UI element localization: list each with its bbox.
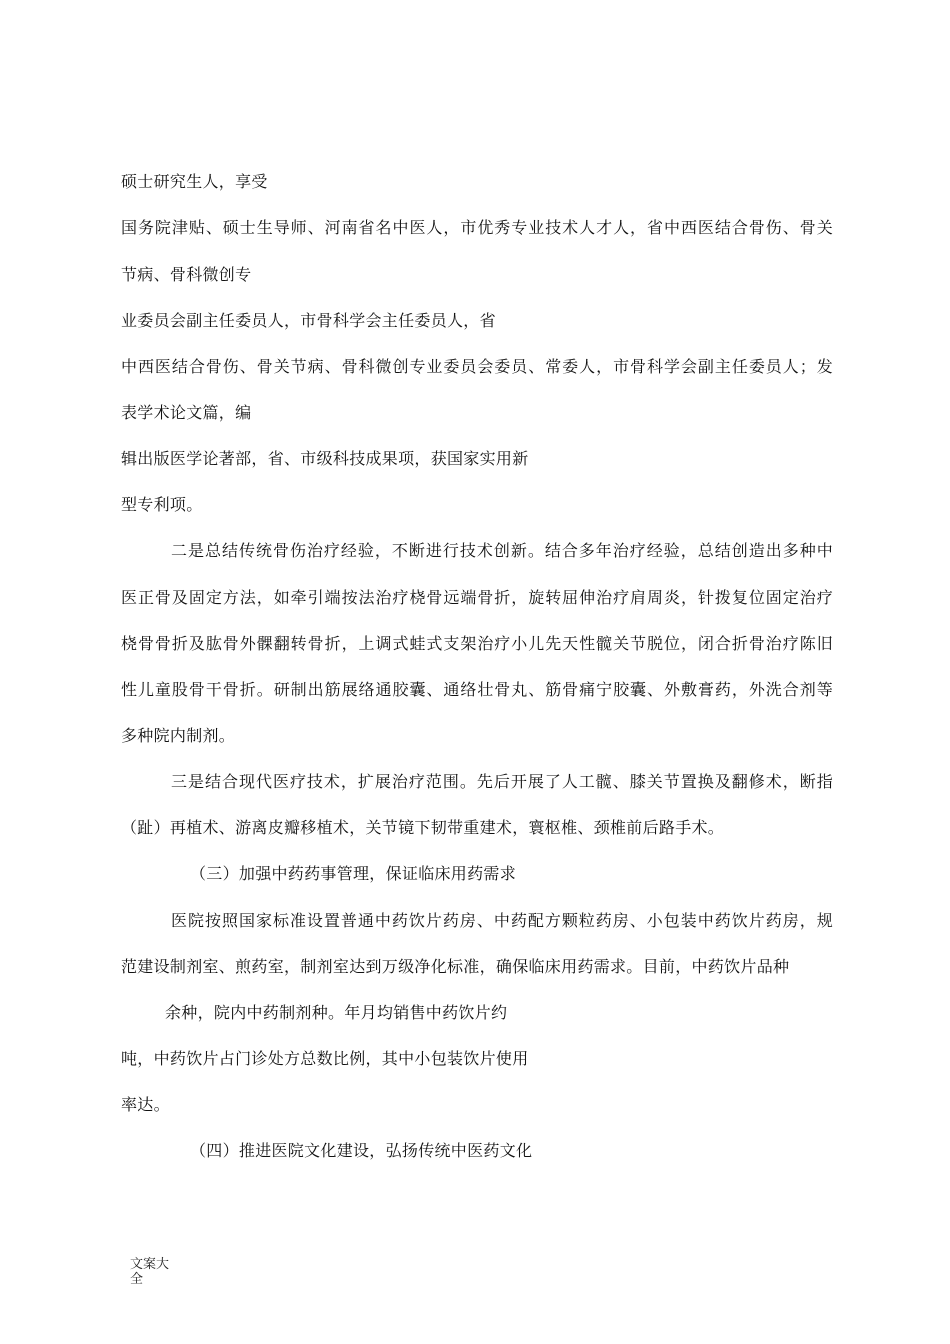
paragraph-2-line-3: 桡骨骨折及肱骨外髁翻转骨折，上调式蛙式支架治疗小儿先天性髋关节脱位，闭合折骨治疗陈旧 (121, 634, 833, 653)
paragraph-4-line-3: 余种，院内中药制剂种。年月均销售中药饮片约 (165, 1003, 508, 1022)
paragraph-4-line-2: 范建设制剂室、煎药室，制剂室达到万级净化标准，确保临床用药需求。目前，中药饮片品种 (121, 957, 790, 976)
page-footer: 文案大全 (130, 1257, 170, 1287)
text-line-1: 硕士研究生人，享受 (121, 172, 268, 191)
text-line-6: 表学术论文篇，编 (121, 403, 252, 422)
paragraph-4-line-1: 医院按照国家标准设置普通中药饮片药房、中药配方颗粒药房、小包装中药饮片药房，规 (171, 911, 833, 930)
text-line-8: 型专利项。 (121, 495, 203, 514)
text-line-5: 中西医结合骨伤、骨关节病、骨科微创专业委员会委员、常委人，市骨科学会副主任委员人；发 (121, 357, 833, 376)
paragraph-3-line-1: 三是结合现代医疗技术，扩展治疗范围。先后开展了人工髋、膝关节置换及翻修术，断指 (171, 772, 833, 791)
text-line-3: 节病、骨科微创专 (121, 265, 252, 284)
text-line-7: 辑出版医学论著部，省、市级科技成果项，获国家实用新 (121, 449, 529, 468)
paragraph-4-line-4: 吨，中药饮片占门诊处方总数比例，其中小包装饮片使用 (121, 1049, 529, 1068)
text-line-2: 国务院津贴、硕士生导师、河南省名中医人，市优秀专业技术人才人，省中西医结合骨伤、骨关 (121, 218, 833, 237)
paragraph-3-line-2: （趾）再植术、游离皮瓣移植术，关节镜下韧带重建术，寰枢椎、颈椎前后路手术。 (121, 818, 725, 837)
paragraph-2-line-2: 医正骨及固定方法，如牵引端按法治疗桡骨远端骨折，旋转屈伸治疗肩周炎，针拨复位固定治疗 (121, 588, 833, 607)
paragraph-4-line-5: 率达。 (121, 1095, 170, 1114)
text-line-4: 业委员会副主任委员人，市骨科学会主任委员人，省 (121, 311, 496, 330)
section-heading-3: （三）加强中药药事管理，保证临床用药需求 (190, 864, 517, 883)
paragraph-2-line-1: 二是总结传统骨伤治疗经验，不断进行技术创新。结合多年治疗经验，总结创造出多种中 (171, 541, 833, 560)
section-heading-4: （四）推进医院文化建设，弘扬传统中医药文化 (190, 1141, 533, 1160)
paragraph-2-line-5: 多种院内制剂。 (121, 726, 236, 745)
paragraph-2-line-4: 性儿童股骨干骨折。研制出筋展络通胶囊、通络壮骨丸、筋骨痛宁胶囊、外敷膏药，外洗合剂等 (121, 680, 833, 699)
